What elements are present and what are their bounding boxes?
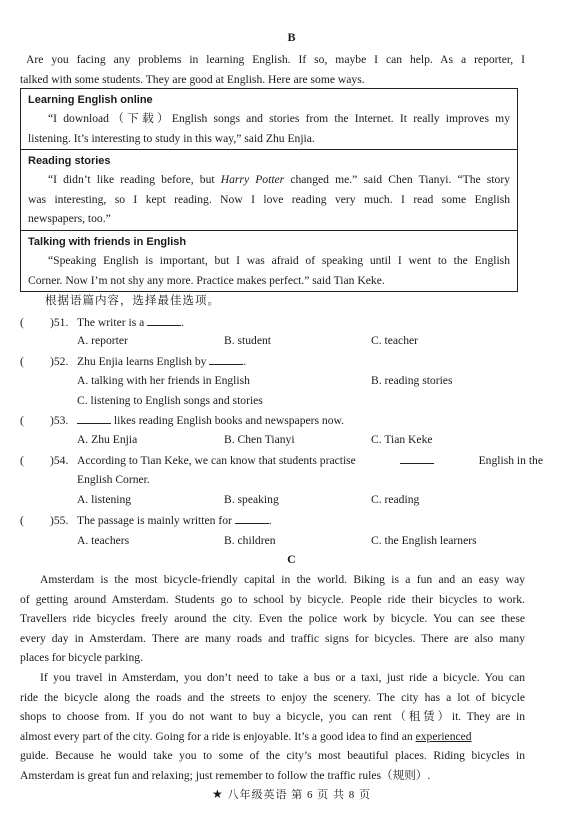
answer-paren[interactable]: ( — [20, 414, 24, 427]
stem-text: Zhu Enjia learns English by — [77, 355, 207, 368]
way-text-line: listening. It’s interesting to study in this way,” said Zhu Enjia. — [28, 131, 315, 145]
underlined-word: experienced — [415, 729, 472, 743]
option-b: B. student — [224, 334, 272, 347]
question-number: )54. — [50, 454, 69, 467]
way-text-line: Corner. Now I’m not shy any more. Practice makes perfect.” said Tian Keke. — [28, 273, 385, 287]
instruction: 根据语篇内容，选择最佳选项。 — [45, 295, 220, 307]
way-heading: Learning English online — [28, 94, 153, 106]
stem-text: . — [181, 316, 185, 329]
option-c: C. the English learners — [371, 534, 477, 547]
intro-line: talked with some students. They are good at English. Here are some ways. — [20, 72, 365, 86]
option-a: A. Zhu Enjia — [77, 433, 138, 446]
option-b: B. reading stories — [371, 374, 453, 387]
answer-paren[interactable]: ( — [20, 454, 24, 467]
question-stem — [77, 451, 543, 471]
stem-text: The passage is mainly written for — [77, 514, 232, 527]
page-footer — [0, 785, 583, 806]
stem-text: . — [268, 514, 272, 527]
option-c: C. reading — [371, 493, 420, 506]
way-heading: Reading stories — [28, 155, 111, 168]
section-c-title: C — [287, 552, 296, 566]
way-text-segment: changed me.” said Chen Tianyi. “The story — [284, 173, 510, 187]
footer-text: 八年级英语 第 6 页 共 8 页 — [227, 789, 371, 801]
option-a: A. reporter — [77, 334, 128, 347]
paragraph-line — [20, 727, 525, 747]
star-icon: ★ — [211, 787, 224, 801]
option-b: B. speaking — [224, 493, 279, 506]
paragraph-line: If you travel in Amsterdam, you don’t need to take a bus or a taxi, just ride a bicycle. You can — [40, 671, 525, 684]
stem-text: . — [243, 355, 247, 368]
stem-text: likes reading English books and newspapers now. — [113, 414, 345, 427]
answer-blank — [235, 511, 269, 524]
way-text-line — [28, 170, 510, 190]
option-b: B. Chen Tianyi — [224, 433, 295, 446]
paragraph-line: Amsterdam is great fun and relaxing; just remember to follow the traffic rules（规则）. — [20, 768, 431, 782]
way-text-line: newspapers, too.” — [28, 212, 111, 226]
question-stem-continued: English Corner. — [77, 473, 150, 486]
question-number: )53. — [50, 414, 69, 427]
section-c-paragraph-2 — [20, 668, 525, 786]
paragraph-line: Amsterdam is the most bicycle-friendly capital in the world. Biking is a fun and an easy way — [40, 573, 525, 586]
way-text-line: “Speaking English is important, but I was afraid of speaking until I went to the English — [48, 253, 510, 267]
section-b-title: B — [287, 30, 296, 44]
intro-line: Are you facing any problems in learning English. If so, maybe I can help. As a reporter, I — [26, 53, 525, 66]
book-title: Harry Potter — [220, 173, 285, 187]
way-online — [21, 89, 517, 150]
question-stem — [77, 411, 344, 431]
way-text-segment: “I didn’t like reading before, but — [48, 173, 221, 187]
paragraph-line: places for bicycle parking. — [20, 651, 143, 665]
question-stem — [77, 352, 246, 372]
answer-paren[interactable]: ( — [20, 316, 24, 329]
option-b: B. children — [224, 534, 276, 547]
line-text: almost every part of the city. Going for a ride is enjoyable. It’s a good idea to find an — [20, 729, 413, 743]
paragraph-line: ride the bicycle along the roads and the streets to enjoy the scenery. The city has a lot of bicycle — [20, 690, 525, 704]
way-text-line: “I download（下载）English songs and stories from the Internet. It really improves my — [48, 112, 510, 125]
option-a: A. talking with her friends in English — [77, 374, 250, 387]
answer-blank — [209, 352, 243, 365]
option-a: A. teachers — [77, 534, 130, 547]
stem-text: According to Tian Keke, we can know that students practise — [77, 454, 356, 467]
section-c-paragraph-1 — [20, 570, 525, 668]
section-b-intro — [20, 50, 525, 89]
paragraph-line: every day in Amsterdam. There are many roads and traffic signs for bicycles. There are also many — [20, 631, 525, 645]
question-number: )51. — [50, 316, 69, 329]
paragraph-line: of getting around Amsterdam. Students go to school by bicycle. People ride their bicycles to work. — [20, 592, 525, 606]
way-talking — [21, 231, 517, 291]
question-number: )52. — [50, 355, 69, 368]
ways-table — [20, 88, 518, 292]
paragraph-line: Travellers ride bicycles freely around the city. Even the police work by bicycle. You can see these — [20, 612, 525, 626]
option-c: C. Tian Keke — [371, 433, 433, 446]
answer-blank — [77, 411, 111, 424]
answer-blank — [400, 451, 434, 464]
answer-paren[interactable]: ( — [20, 355, 24, 368]
question-stem — [77, 313, 184, 333]
answer-paren[interactable]: ( — [20, 514, 24, 527]
question-number: )55. — [50, 514, 69, 527]
answer-blank — [147, 313, 181, 326]
paragraph-line: guide. Because he would take you to some of the city’s most beautiful places. Riding bicycles in — [20, 749, 525, 763]
option-a: A. listening — [77, 493, 132, 506]
stem-text: English in the — [478, 454, 543, 467]
way-heading: Talking with friends in English — [28, 235, 187, 248]
paragraph-line: shops to choose from. If you do not want to buy a bicycle, you can rent（租赁）it. They are in — [20, 710, 525, 724]
way-text-line: was interesting, so I kept reading. Now I love reading very much. I read some English — [28, 192, 510, 206]
question-stem — [77, 511, 272, 531]
option-c: C. teacher — [371, 334, 418, 347]
option-c: C. listening to English songs and stories — [77, 394, 263, 407]
stem-text: The writer is a — [77, 316, 145, 329]
way-reading — [21, 150, 517, 231]
